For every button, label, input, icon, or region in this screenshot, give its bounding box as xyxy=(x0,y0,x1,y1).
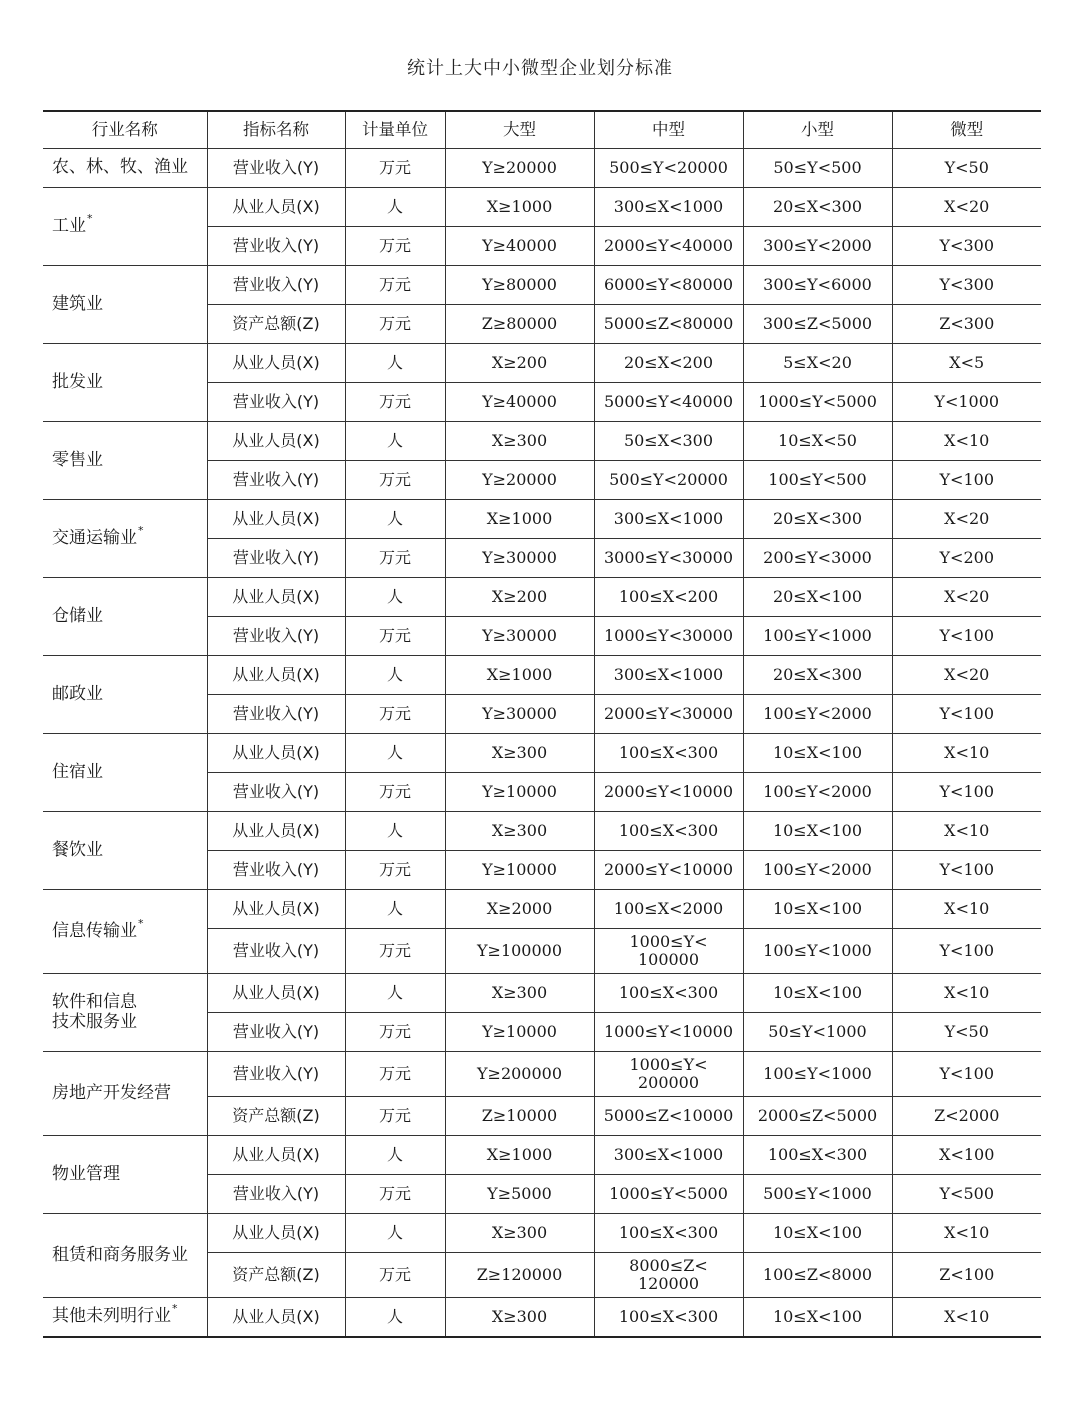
table-row xyxy=(43,422,1041,461)
threshold-large: Y≥100000 xyxy=(445,929,594,974)
threshold-large: Y≥5000 xyxy=(445,1175,594,1214)
metric-name: 从业人员(X) xyxy=(207,812,345,851)
footnote-marker: * xyxy=(138,523,144,537)
threshold-medium: 300≤X<1000 xyxy=(594,656,743,695)
threshold-large: X≥300 xyxy=(445,734,594,773)
table-row xyxy=(43,500,1041,539)
metric-name: 从业人员(X) xyxy=(207,656,345,695)
threshold-large: Z≥120000 xyxy=(445,1253,594,1298)
threshold-medium: 1000≤Y<5000 xyxy=(594,1175,743,1214)
industry-name: 工业 xyxy=(52,215,86,236)
threshold-micro: Z<2000 xyxy=(892,1097,1041,1136)
industry-name: 仓储业 xyxy=(52,605,103,626)
threshold-micro: X<10 xyxy=(892,422,1041,461)
unit: 万元 xyxy=(345,305,445,344)
industry-name: 住宿业 xyxy=(52,761,103,782)
industry-name: 交通运输业 xyxy=(52,527,137,548)
metric-name: 营业收入(Y) xyxy=(207,461,345,500)
table-row xyxy=(43,734,1041,773)
threshold-large: X≥2000 xyxy=(445,890,594,929)
threshold-small: 20≤X<100 xyxy=(743,578,892,617)
threshold-medium: 100≤X<300 xyxy=(594,1214,743,1253)
threshold-large: Y≥80000 xyxy=(445,266,594,305)
metric-name: 从业人员(X) xyxy=(207,974,345,1013)
unit: 万元 xyxy=(345,773,445,812)
industry-name-cell xyxy=(43,1298,207,1338)
table-row xyxy=(43,266,1041,305)
unit: 人 xyxy=(345,500,445,539)
metric-name: 资产总额(Z) xyxy=(207,1097,345,1136)
unit: 万元 xyxy=(345,383,445,422)
threshold-micro: Y<50 xyxy=(892,149,1041,188)
threshold-large: Y≥10000 xyxy=(445,851,594,890)
threshold-micro: X<20 xyxy=(892,500,1041,539)
metric-name: 从业人员(X) xyxy=(207,734,345,773)
threshold-micro: Y<100 xyxy=(892,695,1041,734)
threshold-medium: 6000≤Y<80000 xyxy=(594,266,743,305)
threshold-micro: X<20 xyxy=(892,578,1041,617)
unit: 万元 xyxy=(345,1013,445,1052)
table-row xyxy=(43,890,1041,929)
threshold-micro: Y<200 xyxy=(892,539,1041,578)
threshold-large: X≥300 xyxy=(445,422,594,461)
threshold-micro: X<10 xyxy=(892,1298,1041,1338)
unit: 人 xyxy=(345,188,445,227)
threshold-large: X≥300 xyxy=(445,1214,594,1253)
threshold-small: 10≤X<100 xyxy=(743,812,892,851)
threshold-micro: X<10 xyxy=(892,974,1041,1013)
metric-name: 营业收入(Y) xyxy=(207,1175,345,1214)
threshold-medium: 100≤X<300 xyxy=(594,974,743,1013)
threshold-medium: 300≤X<1000 xyxy=(594,1136,743,1175)
industry-name-cell xyxy=(43,812,207,890)
threshold-large: Y≥30000 xyxy=(445,695,594,734)
threshold-small: 10≤X<100 xyxy=(743,974,892,1013)
metric-name: 营业收入(Y) xyxy=(207,266,345,305)
threshold-large: Y≥200000 xyxy=(445,1052,594,1097)
unit: 万元 xyxy=(345,1175,445,1214)
header-medium: 中型 xyxy=(594,111,743,149)
unit: 人 xyxy=(345,1136,445,1175)
threshold-medium: 300≤X<1000 xyxy=(594,188,743,227)
unit: 万元 xyxy=(345,851,445,890)
industry-name-cell xyxy=(43,974,207,1052)
threshold-micro: Y<100 xyxy=(892,1052,1041,1097)
threshold-medium: 2000≤Y<30000 xyxy=(594,695,743,734)
threshold-large: Y≥30000 xyxy=(445,617,594,656)
threshold-large: Z≥80000 xyxy=(445,305,594,344)
metric-name: 资产总额(Z) xyxy=(207,1253,345,1298)
industry-name: 其他未列明行业 xyxy=(52,1306,171,1327)
threshold-micro: X<20 xyxy=(892,188,1041,227)
header-industry: 行业名称 xyxy=(43,111,207,149)
metric-name: 营业收入(Y) xyxy=(207,773,345,812)
industry-name: 信息传输业 xyxy=(52,920,137,941)
threshold-small: 300≤Y<6000 xyxy=(743,266,892,305)
industry-name-cell xyxy=(43,422,207,500)
metric-name: 营业收入(Y) xyxy=(207,851,345,890)
threshold-large: Y≥20000 xyxy=(445,461,594,500)
table-row xyxy=(43,1136,1041,1175)
threshold-medium: 100≤X<300 xyxy=(594,1298,743,1338)
metric-name: 从业人员(X) xyxy=(207,344,345,383)
threshold-small: 100≤Y<2000 xyxy=(743,773,892,812)
industry-name-cell xyxy=(43,1214,207,1298)
threshold-large: X≥1000 xyxy=(445,656,594,695)
threshold-small: 300≤Y<2000 xyxy=(743,227,892,266)
industry-name: 批发业 xyxy=(52,371,103,392)
threshold-micro: X<10 xyxy=(892,890,1041,929)
page-title: 统计上大中小微型企业划分标准 xyxy=(407,58,673,79)
threshold-large: Y≥20000 xyxy=(445,149,594,188)
threshold-medium: 1000≤Y< 100000 xyxy=(594,929,743,974)
unit: 万元 xyxy=(345,1052,445,1097)
unit: 万元 xyxy=(345,1253,445,1298)
metric-name: 从业人员(X) xyxy=(207,578,345,617)
threshold-medium: 1000≤Y<10000 xyxy=(594,1013,743,1052)
threshold-micro: Y<100 xyxy=(892,773,1041,812)
metric-name: 从业人员(X) xyxy=(207,890,345,929)
industry-name: 零售业 xyxy=(52,449,103,470)
threshold-medium: 5000≤Z<10000 xyxy=(594,1097,743,1136)
threshold-large: X≥200 xyxy=(445,578,594,617)
threshold-medium: 2000≤Y<10000 xyxy=(594,851,743,890)
threshold-micro: X<10 xyxy=(892,1214,1041,1253)
table-row xyxy=(43,656,1041,695)
threshold-micro: Y<100 xyxy=(892,461,1041,500)
threshold-small: 10≤X<100 xyxy=(743,1214,892,1253)
threshold-medium: 5000≤Y<40000 xyxy=(594,383,743,422)
industry-name-cell xyxy=(43,890,207,974)
threshold-micro: Y<500 xyxy=(892,1175,1041,1214)
header-small: 小型 xyxy=(743,111,892,149)
header-row xyxy=(43,111,1041,149)
threshold-medium: 1000≤Y< 200000 xyxy=(594,1052,743,1097)
industry-name: 房地产开发经营 xyxy=(52,1082,171,1103)
threshold-large: X≥300 xyxy=(445,1298,594,1338)
threshold-small: 10≤X<100 xyxy=(743,734,892,773)
unit: 万元 xyxy=(345,1097,445,1136)
industry-name: 租赁和商务服务业 xyxy=(52,1244,188,1265)
unit: 万元 xyxy=(345,149,445,188)
threshold-medium: 100≤X<200 xyxy=(594,578,743,617)
unit: 人 xyxy=(345,578,445,617)
threshold-small: 2000≤Z<5000 xyxy=(743,1097,892,1136)
table-row xyxy=(43,344,1041,383)
industry-name: 物业管理 xyxy=(52,1163,120,1184)
threshold-medium: 50≤X<300 xyxy=(594,422,743,461)
industry-name: 餐饮业 xyxy=(52,839,103,860)
classification-table xyxy=(43,110,1041,1338)
threshold-large: X≥300 xyxy=(445,974,594,1013)
threshold-micro: Y<300 xyxy=(892,227,1041,266)
threshold-large: X≥300 xyxy=(445,812,594,851)
unit: 人 xyxy=(345,734,445,773)
threshold-medium: 100≤X<300 xyxy=(594,734,743,773)
industry-name: 农、林、牧、渔业 xyxy=(52,157,188,178)
threshold-micro: Y<100 xyxy=(892,617,1041,656)
metric-name: 营业收入(Y) xyxy=(207,227,345,266)
threshold-large: X≥1000 xyxy=(445,500,594,539)
table-row xyxy=(43,149,1041,188)
header-micro: 微型 xyxy=(892,111,1041,149)
threshold-large: Z≥10000 xyxy=(445,1097,594,1136)
table-row xyxy=(43,188,1041,227)
threshold-small: 100≤Y<2000 xyxy=(743,695,892,734)
industry-name-cell xyxy=(43,1052,207,1136)
threshold-micro: X<100 xyxy=(892,1136,1041,1175)
industry-name: 邮政业 xyxy=(52,683,103,704)
header-large: 大型 xyxy=(445,111,594,149)
table-row xyxy=(43,1052,1041,1097)
threshold-small: 300≤Z<5000 xyxy=(743,305,892,344)
metric-name: 资产总额(Z) xyxy=(207,305,345,344)
industry-name-cell xyxy=(43,734,207,812)
footnote-marker: * xyxy=(87,211,93,225)
threshold-large: Y≥30000 xyxy=(445,539,594,578)
threshold-small: 20≤X<300 xyxy=(743,656,892,695)
threshold-small: 10≤X<50 xyxy=(743,422,892,461)
unit: 人 xyxy=(345,890,445,929)
threshold-large: Y≥10000 xyxy=(445,1013,594,1052)
threshold-micro: X<10 xyxy=(892,812,1041,851)
threshold-medium: 500≤Y<20000 xyxy=(594,149,743,188)
unit: 人 xyxy=(345,1214,445,1253)
industry-name-cell xyxy=(43,500,207,578)
footnote-marker: * xyxy=(172,1302,178,1316)
threshold-medium: 5000≤Z<80000 xyxy=(594,305,743,344)
threshold-small: 100≤X<300 xyxy=(743,1136,892,1175)
threshold-small: 100≤Z<8000 xyxy=(743,1253,892,1298)
threshold-medium: 2000≤Y<40000 xyxy=(594,227,743,266)
header-unit: 计量单位 xyxy=(345,111,445,149)
industry-name-cell xyxy=(43,188,207,266)
threshold-medium: 8000≤Z< 120000 xyxy=(594,1253,743,1298)
threshold-medium: 500≤Y<20000 xyxy=(594,461,743,500)
metric-name: 从业人员(X) xyxy=(207,1136,345,1175)
unit: 人 xyxy=(345,1298,445,1338)
table-row xyxy=(43,1298,1041,1338)
metric-name: 从业人员(X) xyxy=(207,422,345,461)
metric-name: 从业人员(X) xyxy=(207,500,345,539)
table-body xyxy=(43,149,1041,1338)
industry-name-cell xyxy=(43,266,207,344)
metric-name: 营业收入(Y) xyxy=(207,383,345,422)
threshold-micro: X<10 xyxy=(892,734,1041,773)
metric-name: 从业人员(X) xyxy=(207,1214,345,1253)
header-metric: 指标名称 xyxy=(207,111,345,149)
metric-name: 营业收入(Y) xyxy=(207,929,345,974)
unit: 人 xyxy=(345,974,445,1013)
metric-name: 营业收入(Y) xyxy=(207,1052,345,1097)
threshold-micro: Y<300 xyxy=(892,266,1041,305)
threshold-large: Y≥40000 xyxy=(445,227,594,266)
table-row xyxy=(43,812,1041,851)
threshold-small: 1000≤Y<5000 xyxy=(743,383,892,422)
threshold-medium: 2000≤Y<10000 xyxy=(594,773,743,812)
threshold-micro: Z<300 xyxy=(892,305,1041,344)
metric-name: 从业人员(X) xyxy=(207,1298,345,1338)
metric-name: 营业收入(Y) xyxy=(207,149,345,188)
threshold-micro: Y<1000 xyxy=(892,383,1041,422)
unit: 万元 xyxy=(345,539,445,578)
industry-name-cell xyxy=(43,149,207,188)
threshold-small: 100≤Y<2000 xyxy=(743,851,892,890)
unit: 人 xyxy=(345,422,445,461)
threshold-small: 20≤X<300 xyxy=(743,188,892,227)
threshold-micro: Y<50 xyxy=(892,1013,1041,1052)
threshold-micro: Y<100 xyxy=(892,929,1041,974)
threshold-small: 200≤Y<3000 xyxy=(743,539,892,578)
threshold-small: 100≤Y<1000 xyxy=(743,929,892,974)
table-row xyxy=(43,1214,1041,1253)
unit: 人 xyxy=(345,656,445,695)
threshold-large: X≥1000 xyxy=(445,188,594,227)
industry-name-cell xyxy=(43,1136,207,1214)
threshold-small: 10≤X<100 xyxy=(743,890,892,929)
threshold-medium: 3000≤Y<30000 xyxy=(594,539,743,578)
threshold-small: 10≤X<100 xyxy=(743,1298,892,1338)
threshold-medium: 300≤X<1000 xyxy=(594,500,743,539)
metric-name: 营业收入(Y) xyxy=(207,1013,345,1052)
threshold-micro: Z<100 xyxy=(892,1253,1041,1298)
threshold-small: 50≤Y<1000 xyxy=(743,1013,892,1052)
threshold-small: 500≤Y<1000 xyxy=(743,1175,892,1214)
threshold-medium: 100≤X<2000 xyxy=(594,890,743,929)
threshold-small: 5≤X<20 xyxy=(743,344,892,383)
threshold-small: 50≤Y<500 xyxy=(743,149,892,188)
threshold-small: 100≤Y<1000 xyxy=(743,617,892,656)
threshold-large: Y≥10000 xyxy=(445,773,594,812)
table-row xyxy=(43,974,1041,1013)
unit: 万元 xyxy=(345,227,445,266)
threshold-micro: X<5 xyxy=(892,344,1041,383)
industry-name: 软件和信息 技术服务业 xyxy=(52,991,137,1032)
table-row xyxy=(43,578,1041,617)
unit: 人 xyxy=(345,812,445,851)
threshold-medium: 20≤X<200 xyxy=(594,344,743,383)
unit: 万元 xyxy=(345,695,445,734)
unit: 万元 xyxy=(345,929,445,974)
threshold-micro: Y<100 xyxy=(892,851,1041,890)
industry-name-cell xyxy=(43,656,207,734)
threshold-small: 100≤Y<1000 xyxy=(743,1052,892,1097)
metric-name: 营业收入(Y) xyxy=(207,617,345,656)
unit: 万元 xyxy=(345,266,445,305)
threshold-medium: 1000≤Y<30000 xyxy=(594,617,743,656)
threshold-large: X≥1000 xyxy=(445,1136,594,1175)
threshold-small: 100≤Y<500 xyxy=(743,461,892,500)
metric-name: 营业收入(Y) xyxy=(207,539,345,578)
industry-name-cell xyxy=(43,344,207,422)
threshold-large: X≥200 xyxy=(445,344,594,383)
threshold-small: 20≤X<300 xyxy=(743,500,892,539)
unit: 万元 xyxy=(345,617,445,656)
unit: 人 xyxy=(345,344,445,383)
footnote-marker: * xyxy=(138,916,144,930)
threshold-medium: 100≤X<300 xyxy=(594,812,743,851)
threshold-large: Y≥40000 xyxy=(445,383,594,422)
industry-name-cell xyxy=(43,578,207,656)
metric-name: 从业人员(X) xyxy=(207,188,345,227)
industry-name: 建筑业 xyxy=(52,293,103,314)
threshold-micro: X<20 xyxy=(892,656,1041,695)
metric-name: 营业收入(Y) xyxy=(207,695,345,734)
unit: 万元 xyxy=(345,461,445,500)
